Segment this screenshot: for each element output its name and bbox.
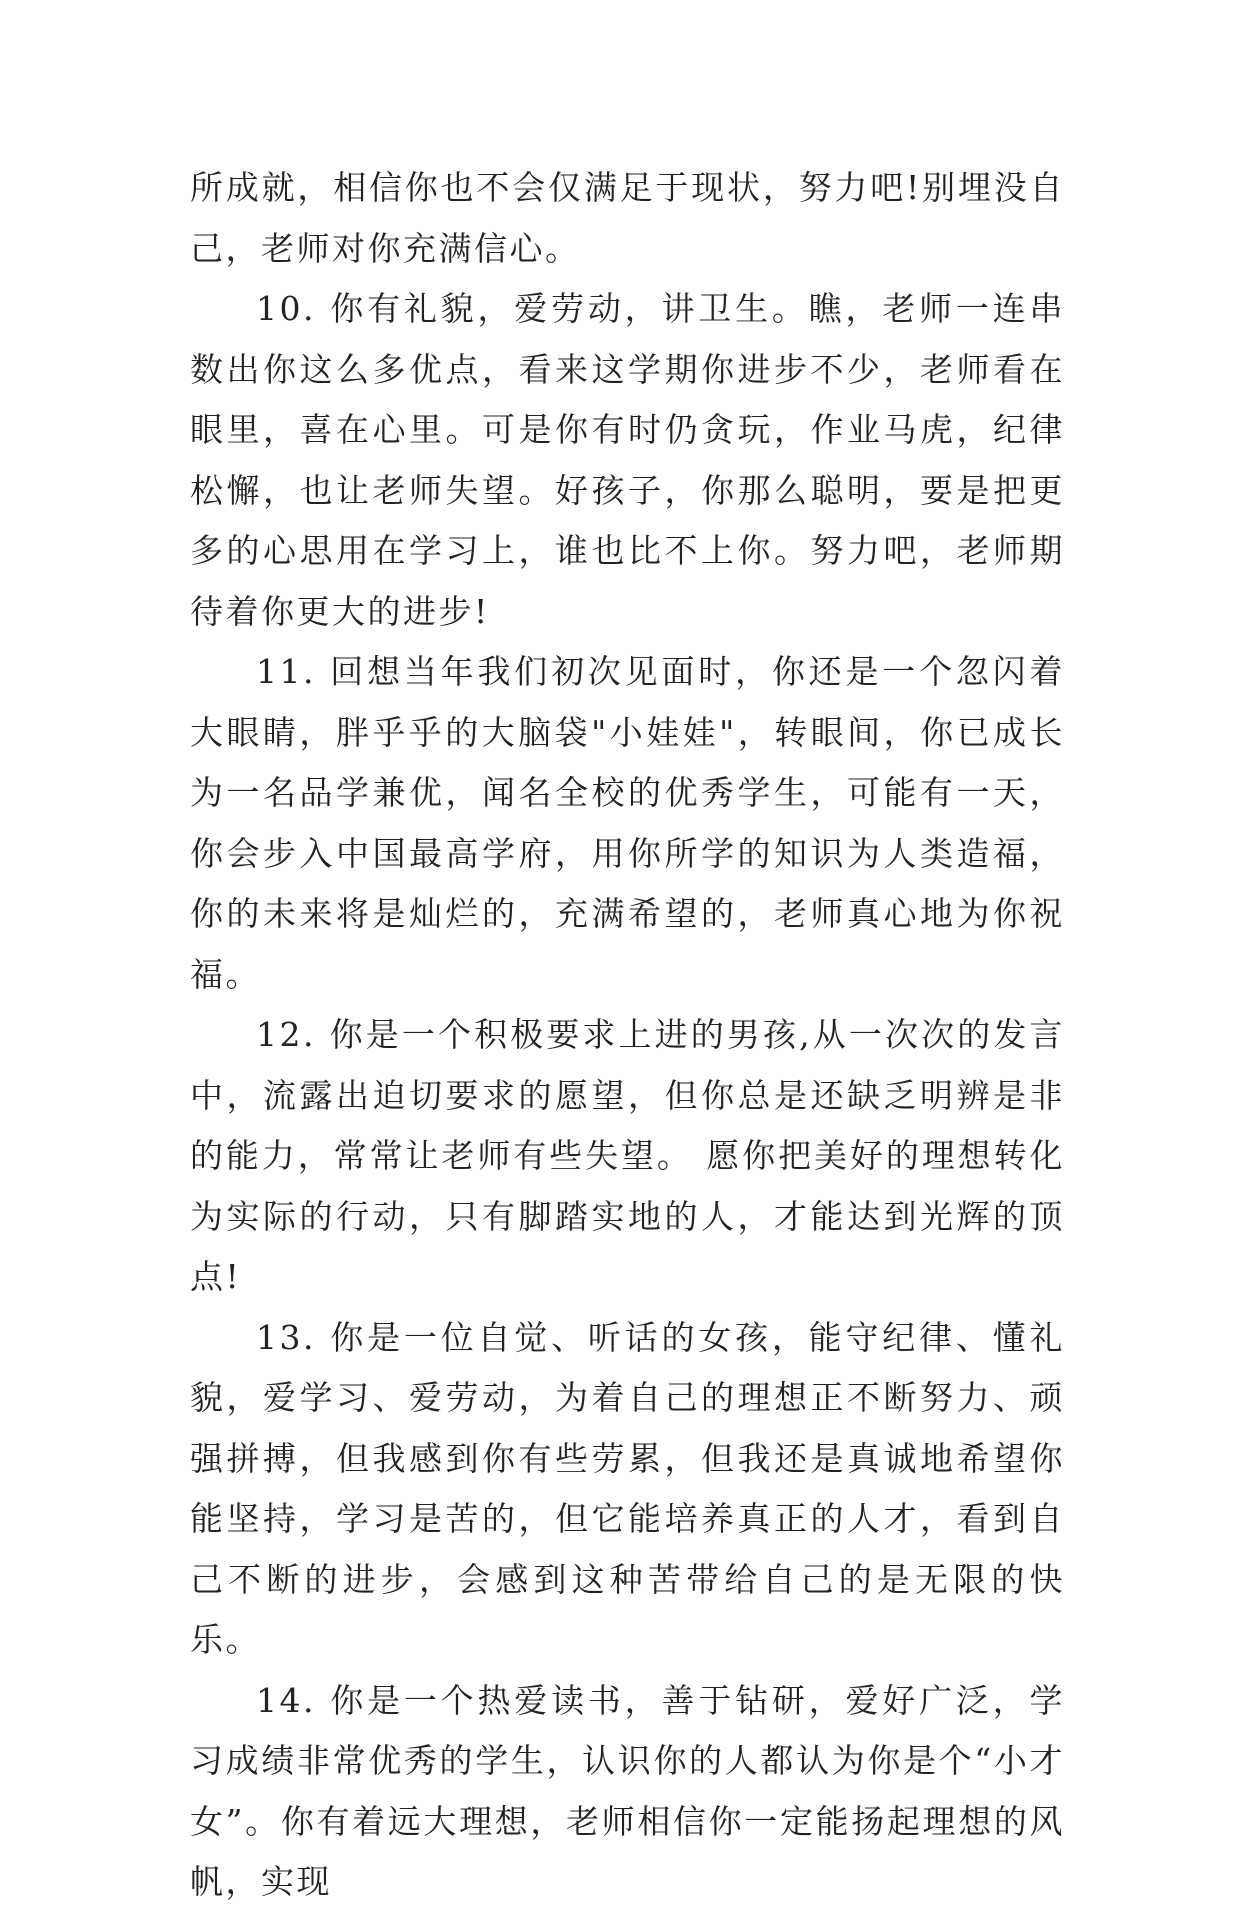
paragraph-item-10: 10. 你有礼貌，爱劳动，讲卫生。瞧，老师一连串数出你这么多优点，看来这学期你进步不少，老师看在眼里，喜在心里。可是你有时仍贪玩，作业马虎，纪律松懈，也让老师失望。好孩子，你那么聪明，要是把更多的心思用在学习上，谁也比不上你。努力吧，老师期待着你更大的进步!: [190, 289, 1065, 631]
paragraph-item-13: 13. 你是一位自觉、听话的女孩，能守纪律、懂礼貌，爱学习、爱劳动，为着自己的理想正不断努力、顽强拼搏，但我感到你有些劳累，但我还是真诚地希望你能坚持，学习是苦的，但它能培养真正的人才，看到自己不断的进步，会感到这种苦带给自己的是无限的快乐。: [190, 1317, 1065, 1659]
paragraph-item-14: 14. 你是一个热爱读书，善于钻研，爱好广泛，学习成绩非常优秀的学生，认识你的人都认为你是个“小才女”。你有着远大理想，老师相信你一定能扬起理想的风帆，实现: [190, 1680, 1065, 1901]
paragraph-item-11: 11. 回想当年我们初次见面时，你还是一个忽闪着大眼睛，胖乎乎的大脑袋"小娃娃"，转眼间，你已成长为一名品学兼优，闻名全校的优秀学生，可能有一天，你会步入中国最高学府，用你所学的知识为人类造福，你的未来将是灿烂的，充满希望的，老师真心地为你祝福。: [190, 652, 1065, 994]
document-body: [190, 158, 1065, 1913]
paragraph-item-12: 12. 你是一个积极要求上进的男孩,从一次次的发言中，流露出迫切要求的愿望，但你总是还缺乏明辨是非的能力，常常让老师有些失望。 愿你把美好的理想转化为实际的行动，只有脚踏实地的人，才能达到光辉的顶点!: [190, 1015, 1065, 1296]
paragraph-continued: 所成就，相信你也不会仅满足于现状，努力吧!别埋没自己，老师对你充满信心。: [190, 168, 1065, 268]
